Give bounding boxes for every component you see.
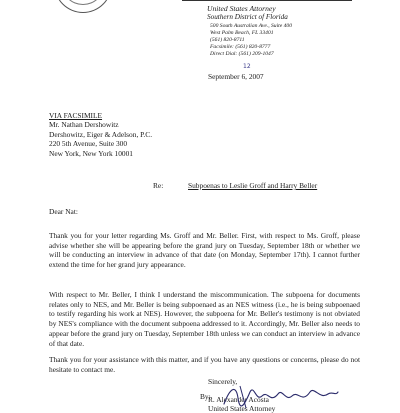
address-street: 500 South Australian Ave., Suite 400 — [210, 23, 292, 29]
letterhead-address — [210, 23, 292, 58]
office-district: Southern District of Florida — [207, 13, 288, 22]
letter-date: September 6, 2007 — [208, 72, 264, 81]
letterhead-office — [207, 5, 288, 22]
recipient-firm: Dershowitz, Eiger & Adelson, P.C. — [49, 129, 153, 139]
address-direct-dial: Direct Dial: (561) 209-1047 — [210, 50, 274, 57]
closing: Sincerely, — [208, 377, 238, 386]
body-paragraph-1: Thank you for your letter regarding Ms. Groff and Mr. Beller. First, with respect to Ms. Groff, please advise whether she will be appearing before the grand jury on Tuesday, September 18th or whether we will be conducting an interview in advance of that date (on Monday, September 17th). I cannot further extend the time for her grand jury appearance. — [49, 231, 360, 270]
signer-title: United States Attorney — [208, 404, 276, 413]
re-subject: Subpoenas to Leslie Groff and Harry Beller — [188, 181, 318, 190]
body-paragraph-2: With respect to Mr. Beller, I think I understand the miscommunication. The subpoena for documents relates only to NES, and Mr. Beller is being subpoenaed as an NES witness (i.e., he is being subpoenaed to testify regarding his work at NES). However, the subpoena for Mr. Beller's testimony is not obviated by NES's compliance with the document subpoena addressed to it. Accordingly, Mr. Beller also needs to appear before the grand jury on Tuesday, September 18th unless we can conduct an interview in advance of that date. — [49, 290, 360, 348]
department-seal — [54, 0, 112, 13]
by-label: By: — [200, 392, 211, 401]
address-city: West Palm Beach, FL 33401 — [210, 29, 274, 36]
office-title: United States Attorney — [207, 4, 276, 13]
signer-name: R. Alexander Acosta — [208, 395, 269, 404]
letterhead-rule — [182, 0, 352, 1]
body-paragraph-3: Thank you for your assistance with this matter, and if you have any questions or concerns, please do not hesitate to contact me. — [49, 355, 360, 374]
recipient-street: 220 5th Avenue, Suite 300 — [49, 139, 128, 149]
recipient-name: Mr. Nathan Dershowitz — [49, 120, 119, 129]
salutation: Dear Nat: — [49, 207, 78, 216]
address-phone: (561) 820-8711 — [210, 36, 245, 43]
date-handwritten-annotation: 12 — [243, 63, 251, 70]
recipient-block — [49, 120, 152, 158]
re-label: Re: — [153, 181, 164, 190]
recipient-city: New York, New York 10001 — [49, 148, 133, 158]
handwritten-signature — [220, 380, 340, 410]
delivery-method: VIA FACSIMILE — [49, 111, 103, 120]
address-facsimile: Facsimile: (561) 820-8777 — [210, 43, 271, 50]
